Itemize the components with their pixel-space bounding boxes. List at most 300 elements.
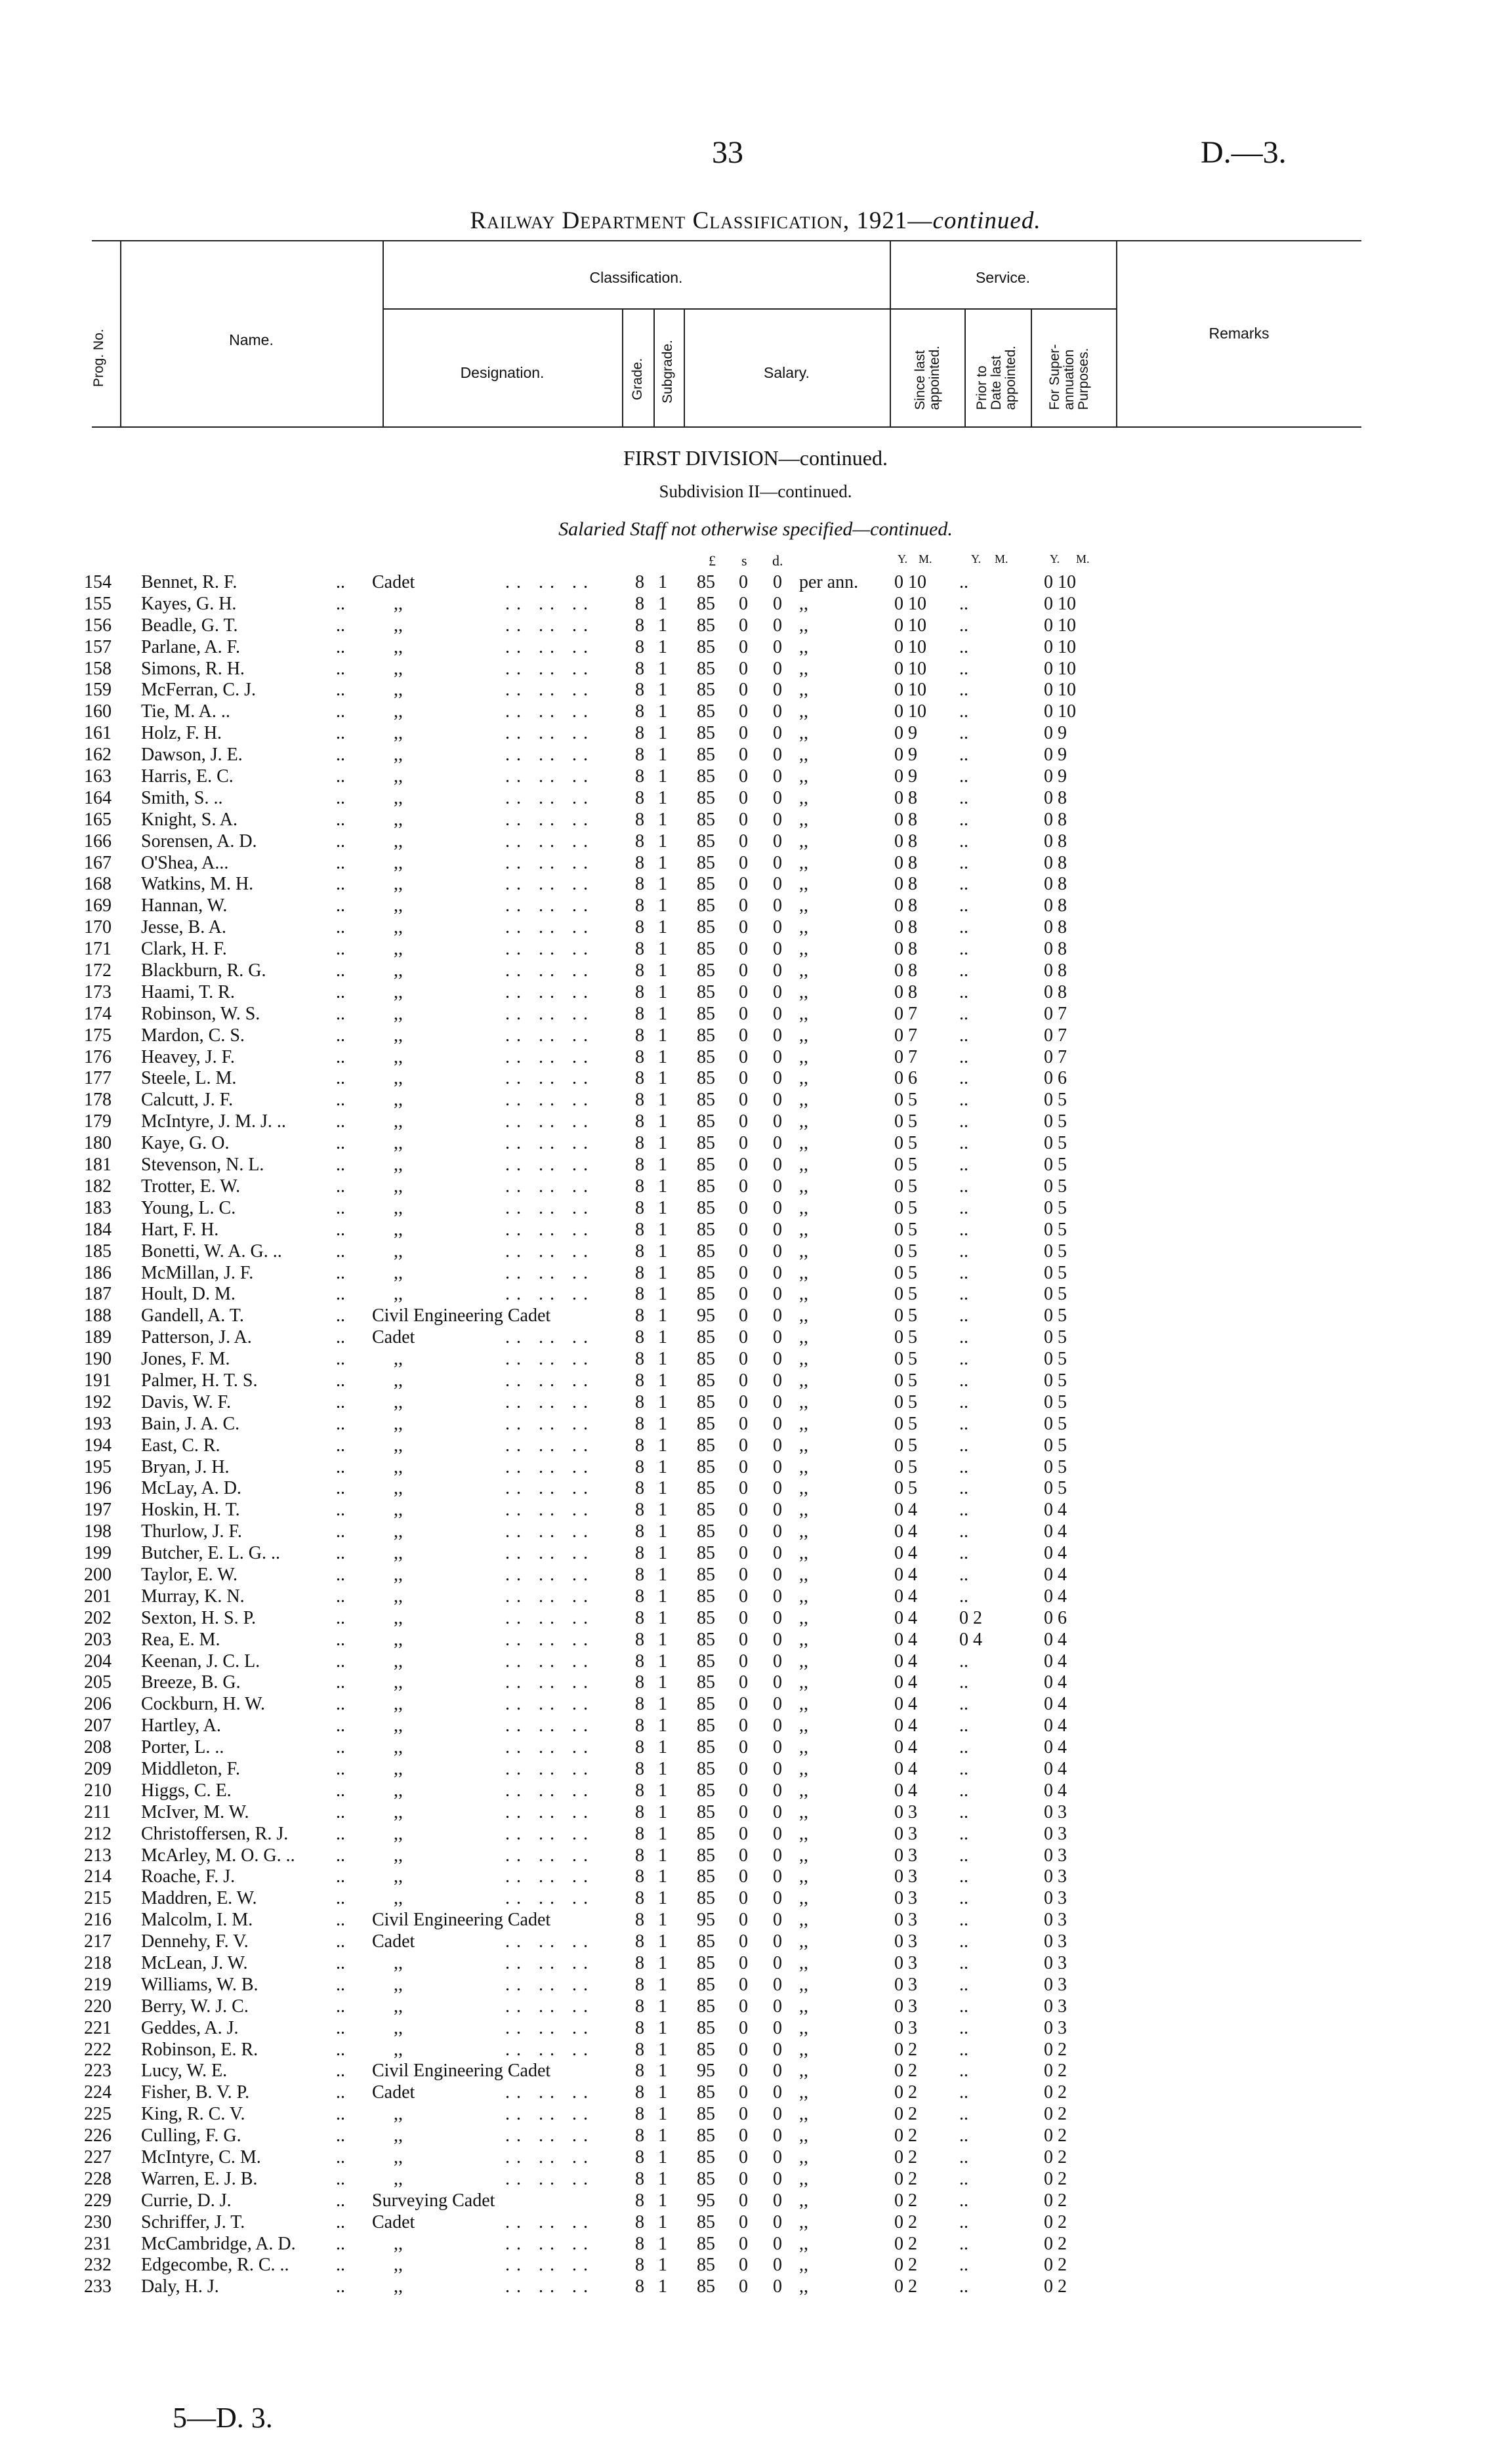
staff-name: McIver, M. W. (141, 1801, 249, 1822)
service-since-last: 0 5 (894, 1090, 917, 1111)
grade: 8 (635, 658, 644, 679)
salary-pounds: 85 (697, 1349, 715, 1370)
staff-name: East, C. R. (141, 1435, 220, 1456)
service-prior: .. (959, 1090, 968, 1111)
salary-pence: 0 (773, 1046, 782, 1067)
leader-dots: .. (336, 2276, 345, 2297)
table-row (0, 2169, 1511, 2190)
leader-dots: .. .. .. (505, 939, 594, 960)
service-superannuation: 0 5 (1044, 1197, 1067, 1218)
grade: 8 (635, 1046, 644, 1067)
leader-dots: .. (336, 1758, 345, 1779)
subgrade: 1 (658, 1866, 667, 1887)
salary-period: ,, (799, 2061, 808, 2082)
prog-no: 209 (84, 1758, 112, 1779)
service-superannuation: 0 7 (1044, 1046, 1067, 1067)
salary-period: ,, (799, 1111, 808, 1132)
salary-shillings: 0 (739, 1197, 748, 1218)
table-row (0, 1090, 1511, 1111)
service-since-last: 0 4 (894, 1694, 917, 1715)
subgrade: 1 (658, 1607, 667, 1628)
salary-shillings: 0 (739, 2147, 748, 2168)
subgrade: 1 (658, 1111, 667, 1132)
leader-dots: .. .. .. (505, 1284, 594, 1305)
service-superannuation: 0 5 (1044, 1349, 1067, 1370)
leader-dots: .. (336, 1391, 345, 1412)
service-superannuation: 0 5 (1044, 1478, 1067, 1499)
designation: ,, (394, 723, 403, 744)
salary-pounds: 85 (697, 1413, 715, 1434)
leader-dots: .. (336, 1111, 345, 1132)
service-superannuation: 0 10 (1044, 615, 1076, 636)
service-prior: .. (959, 2039, 968, 2060)
salary-pounds: 85 (697, 1456, 715, 1477)
table-row (0, 1586, 1511, 1608)
service-prior: .. (959, 787, 968, 808)
unit-months: M. (1076, 552, 1090, 565)
salary-pounds: 85 (697, 1068, 715, 1089)
designation: ,, (394, 2147, 403, 2168)
prog-no: 165 (84, 809, 112, 830)
prog-no: 200 (84, 1564, 112, 1585)
service-superannuation: 0 4 (1044, 1758, 1067, 1779)
salary-period: ,, (799, 1391, 808, 1412)
staff-name: Christoffersen, R. J. (141, 1823, 289, 1844)
service-since-last: 0 4 (894, 1629, 917, 1650)
grade: 8 (635, 831, 644, 852)
leader-dots: .. .. .. (505, 1456, 594, 1477)
grade: 8 (635, 2190, 644, 2211)
service-prior: .. (959, 1133, 968, 1154)
salary-pence: 0 (773, 636, 782, 657)
service-superannuation: 0 4 (1044, 1672, 1067, 1693)
service-since-last: 0 5 (894, 1133, 917, 1154)
salary-shillings: 0 (739, 2211, 748, 2232)
service-superannuation: 0 5 (1044, 1305, 1067, 1326)
salary-pounds: 85 (697, 1737, 715, 1758)
service-since-last: 0 5 (894, 1155, 917, 1176)
leader-dots: .. (336, 1241, 345, 1262)
leader-dots: .. (336, 1823, 345, 1844)
leader-dots: .. (336, 593, 345, 614)
salary-shillings: 0 (739, 1651, 748, 1672)
salary-pence: 0 (773, 1996, 782, 2017)
grade: 8 (635, 766, 644, 787)
prog-no: 214 (84, 1866, 112, 1887)
prog-no: 168 (84, 874, 112, 895)
salary-period: ,, (799, 2168, 808, 2189)
salary-shillings: 0 (739, 1413, 748, 1434)
designation: Cadet (372, 2211, 415, 2232)
staff-name: Smith, S. .. (141, 787, 223, 808)
salary-period: ,, (799, 1003, 808, 1024)
service-superannuation: 0 4 (1044, 1586, 1067, 1607)
table-row (0, 2082, 1511, 2104)
salary-period: ,, (799, 1478, 808, 1499)
leader-dots: .. (336, 1931, 345, 1952)
table-row (0, 1500, 1511, 1521)
service-prior: .. (959, 1931, 968, 1952)
table-row (0, 2276, 1511, 2298)
salary-pounds: 85 (697, 1046, 715, 1067)
salary-pence: 0 (773, 1197, 782, 1218)
salary-pence: 0 (773, 2276, 782, 2297)
staff-name: Heavey, J. F. (141, 1046, 235, 1067)
service-superannuation: 0 5 (1044, 1090, 1067, 1111)
salary-shillings: 0 (739, 1025, 748, 1046)
leader-dots: .. (336, 1629, 345, 1650)
service-since-last: 0 9 (894, 723, 917, 744)
table-row (0, 1521, 1511, 1543)
service-superannuation: 0 3 (1044, 1823, 1067, 1844)
designation: ,, (394, 2104, 403, 2125)
leader-dots: .. (336, 2061, 345, 2082)
staff-name: Williams, W. B. (141, 1974, 259, 1995)
leader-dots: .. (336, 831, 345, 852)
subgrade: 1 (658, 1046, 667, 1067)
header-prog-no: Prog. No. (91, 329, 106, 387)
staff-name: Trotter, E. W. (141, 1176, 241, 1197)
service-prior: .. (959, 1801, 968, 1822)
table-row (0, 659, 1511, 680)
salary-pounds: 85 (697, 1888, 715, 1909)
table-row (0, 637, 1511, 659)
salary-pounds: 85 (697, 831, 715, 852)
staff-name: McIntyre, J. M. J. .. (141, 1111, 286, 1132)
salary-shillings: 0 (739, 1758, 748, 1779)
salary-pence: 0 (773, 1910, 782, 1931)
grade: 8 (635, 1758, 644, 1779)
designation: ,, (394, 939, 403, 960)
service-superannuation: 0 2 (1044, 2255, 1067, 2276)
salary-pence: 0 (773, 1305, 782, 1326)
service-prior: .. (959, 1953, 968, 1973)
salary-pounds: 85 (697, 1629, 715, 1650)
salary-pounds: 85 (697, 1391, 715, 1412)
salary-pence: 0 (773, 1155, 782, 1176)
subgrade: 1 (658, 1974, 667, 1995)
salary-pounds: 85 (697, 2255, 715, 2276)
staff-name: Blackburn, R. G. (141, 960, 266, 981)
service-superannuation: 0 5 (1044, 1327, 1067, 1348)
designation: ,, (394, 1197, 403, 1218)
leader-dots: .. (336, 1284, 345, 1305)
staff-name: Higgs, C. E. (141, 1780, 232, 1801)
leader-dots: .. (336, 917, 345, 938)
leader-dots: .. (336, 1543, 345, 1564)
subgrade: 1 (658, 787, 667, 808)
subgrade: 1 (658, 1651, 667, 1672)
salary-pence: 0 (773, 723, 782, 744)
prog-no: 181 (84, 1155, 112, 1176)
leader-dots: .. (336, 1953, 345, 1973)
service-superannuation: 0 4 (1044, 1521, 1067, 1542)
salary-pounds: 85 (697, 1586, 715, 1607)
staff-name: Schriffer, J. T. (141, 2211, 245, 2232)
salary-shillings: 0 (739, 658, 748, 679)
subgrade: 1 (658, 1823, 667, 1844)
salary-period: ,, (799, 1413, 808, 1434)
salary-pounds: 85 (697, 2211, 715, 2232)
service-since-last: 0 2 (894, 2190, 917, 2211)
leader-dots: .. (336, 1737, 345, 1758)
service-since-last: 0 5 (894, 1111, 917, 1132)
service-since-last: 0 8 (894, 874, 917, 895)
prog-no: 176 (84, 1046, 112, 1067)
grade: 8 (635, 2276, 644, 2297)
designation: ,, (394, 1155, 403, 1176)
salary-pounds: 85 (697, 2104, 715, 2125)
table-row (0, 572, 1511, 594)
designation: ,, (394, 1090, 403, 1111)
salary-pounds: 85 (697, 1953, 715, 1973)
header-salary: Salary. (764, 364, 810, 381)
designation: ,, (394, 1262, 403, 1283)
salary-pence: 0 (773, 1241, 782, 1262)
leader-dots: .. (336, 1564, 345, 1585)
salary-pounds: 85 (697, 2125, 715, 2146)
service-superannuation: 0 5 (1044, 1262, 1067, 1283)
salary-period: ,, (799, 2147, 808, 2168)
service-since-last: 0 5 (894, 1219, 917, 1240)
grade: 8 (635, 2168, 644, 2189)
service-since-last: 0 5 (894, 1327, 917, 1348)
grade: 8 (635, 1262, 644, 1283)
salary-pence: 0 (773, 1737, 782, 1758)
leader-dots: .. .. .. (505, 1025, 594, 1046)
service-prior: 0 4 (959, 1629, 982, 1650)
salary-shillings: 0 (739, 1586, 748, 1607)
table-row (0, 1975, 1511, 1996)
leader-dots: .. (336, 1801, 345, 1822)
salary-shillings: 0 (739, 2061, 748, 2082)
salary-pounds: 85 (697, 1715, 715, 1736)
designation: ,, (394, 1241, 403, 1262)
designation: ,, (394, 2017, 403, 2038)
salary-shillings: 0 (739, 1046, 748, 1067)
salary-shillings: 0 (739, 1823, 748, 1844)
staff-name: Haami, T. R. (141, 981, 235, 1002)
staff-name: Dawson, J. E. (141, 745, 243, 766)
designation: ,, (394, 2255, 403, 2276)
grade: 8 (635, 1607, 644, 1628)
table-row (0, 2234, 1511, 2255)
salary-pounds: 85 (697, 1974, 715, 1995)
service-since-last: 0 2 (894, 2211, 917, 2232)
grade: 8 (635, 1003, 644, 1024)
prog-no: 205 (84, 1672, 112, 1693)
salary-period: ,, (799, 2082, 808, 2103)
service-since-last: 0 3 (894, 2017, 917, 2038)
service-superannuation: 0 2 (1044, 2276, 1067, 2297)
salary-pence: 0 (773, 2039, 782, 2060)
salary-shillings: 0 (739, 680, 748, 701)
salary-shillings: 0 (739, 1845, 748, 1866)
service-superannuation: 0 2 (1044, 2061, 1067, 2082)
staff-name: Hoskin, H. T. (141, 1500, 240, 1521)
grade: 8 (635, 1391, 644, 1412)
service-since-last: 0 3 (894, 1931, 917, 1952)
service-prior: .. (959, 1197, 968, 1218)
table-row (0, 1198, 1511, 1220)
subgrade: 1 (658, 1715, 667, 1736)
designation: ,, (394, 701, 403, 722)
leader-dots: .. (336, 2104, 345, 2125)
grade: 8 (635, 1349, 644, 1370)
salary-pence: 0 (773, 895, 782, 916)
grade: 8 (635, 1845, 644, 1866)
salary-period: ,, (799, 2104, 808, 2125)
salary-pounds: 85 (697, 766, 715, 787)
prog-no: 195 (84, 1456, 112, 1477)
service-since-last: 0 4 (894, 1672, 917, 1693)
grade: 8 (635, 1953, 644, 1973)
salary-period: ,, (799, 895, 808, 916)
leader-dots: .. (336, 1327, 345, 1348)
leader-dots: .. (336, 809, 345, 830)
salary-pounds: 85 (697, 939, 715, 960)
leader-dots: .. .. .. (505, 809, 594, 830)
prog-no: 186 (84, 1262, 112, 1283)
leader-dots: .. (336, 1133, 345, 1154)
salary-pounds: 85 (697, 1090, 715, 1111)
subgrade: 1 (658, 615, 667, 636)
prog-no: 215 (84, 1888, 112, 1909)
service-superannuation: 0 10 (1044, 680, 1076, 701)
service-since-last: 0 8 (894, 831, 917, 852)
salary-shillings: 0 (739, 787, 748, 808)
grade: 8 (635, 1111, 644, 1132)
salary-pounds: 85 (697, 1435, 715, 1456)
grade: 8 (635, 1974, 644, 1995)
salary-pounds: 85 (697, 1133, 715, 1154)
service-prior: .. (959, 1111, 968, 1132)
grade: 8 (635, 1801, 644, 1822)
unit-years: Y. (898, 552, 908, 565)
leader-dots: .. .. .. (505, 1241, 594, 1262)
leader-dots: .. .. .. (505, 1564, 594, 1585)
staff-name: Patterson, J. A. (141, 1327, 252, 1348)
leader-dots: .. (336, 2168, 345, 2189)
service-superannuation: 0 8 (1044, 831, 1067, 852)
service-superannuation: 0 8 (1044, 809, 1067, 830)
salary-shillings: 0 (739, 895, 748, 916)
salary-pence: 0 (773, 658, 782, 679)
service-since-last: 0 2 (894, 2082, 917, 2103)
designation: ,, (394, 917, 403, 938)
designation: ,, (394, 1046, 403, 1067)
prog-no: 185 (84, 1241, 112, 1262)
salary-pence: 0 (773, 1845, 782, 1866)
salary-shillings: 0 (739, 874, 748, 895)
prog-no: 196 (84, 1478, 112, 1499)
table-row (0, 723, 1511, 745)
service-prior: .. (959, 809, 968, 830)
leader-dots: .. .. .. (505, 1737, 594, 1758)
salary-shillings: 0 (739, 745, 748, 766)
designation: ,, (394, 1391, 403, 1412)
salary-pounds: 85 (697, 1500, 715, 1521)
service-prior: .. (959, 1694, 968, 1715)
salary-pounds: 85 (697, 2082, 715, 2103)
grade: 8 (635, 1823, 644, 1844)
service-prior: .. (959, 1866, 968, 1887)
leader-dots: .. .. .. (505, 1974, 594, 1995)
leader-dots: .. (336, 2147, 345, 2168)
leader-dots: .. .. .. (505, 1046, 594, 1067)
grade: 8 (635, 1500, 644, 1521)
service-prior: .. (959, 2104, 968, 2125)
grade: 8 (635, 1456, 644, 1477)
document-reference: D.—3. (1201, 135, 1287, 170)
grade: 8 (635, 2082, 644, 2103)
staff-name: Taylor, E. W. (141, 1564, 238, 1585)
grade: 8 (635, 2039, 644, 2060)
service-superannuation: 0 10 (1044, 636, 1076, 657)
table-row (0, 1543, 1511, 1565)
service-since-last: 0 5 (894, 1413, 917, 1434)
salary-pence: 0 (773, 1953, 782, 1973)
staff-name: Parlane, A. F. (141, 636, 240, 657)
grade: 8 (635, 2147, 644, 2168)
service-superannuation: 0 7 (1044, 1025, 1067, 1046)
service-superannuation: 0 6 (1044, 1607, 1067, 1628)
service-prior: .. (959, 2190, 968, 2211)
subgrade: 1 (658, 852, 667, 873)
service-since-last: 0 5 (894, 1284, 917, 1305)
subgrade: 1 (658, 2039, 667, 2060)
salary-period: ,, (799, 636, 808, 657)
subgrade: 1 (658, 1564, 667, 1585)
salary-pence: 0 (773, 1543, 782, 1564)
header-name: Name. (229, 331, 274, 348)
designation: Civil Engineering Cadet (372, 2061, 551, 2082)
prog-no: 155 (84, 593, 112, 614)
salary-shillings: 0 (739, 1155, 748, 1176)
service-prior: .. (959, 1780, 968, 1801)
service-since-last: 0 8 (894, 895, 917, 916)
salary-shillings: 0 (739, 1327, 748, 1348)
designation: ,, (394, 960, 403, 981)
leader-dots: .. (336, 1176, 345, 1197)
grade: 8 (635, 1133, 644, 1154)
salary-period: ,, (799, 1090, 808, 1111)
table-row (0, 701, 1511, 723)
leader-dots: .. .. .. (505, 658, 594, 679)
grade: 8 (635, 1176, 644, 1197)
service-since-last: 0 5 (894, 1197, 917, 1218)
subgrade: 1 (658, 1629, 667, 1650)
staff-name: Keenan, J. C. L. (141, 1651, 260, 1672)
service-since-last: 0 4 (894, 1586, 917, 1607)
leader-dots: .. .. .. (505, 1391, 594, 1412)
leader-dots: .. .. .. (505, 1090, 594, 1111)
prog-no: 167 (84, 852, 112, 873)
service-superannuation: 0 5 (1044, 1391, 1067, 1412)
service-superannuation: 0 3 (1044, 2017, 1067, 2038)
grade: 8 (635, 2255, 644, 2276)
grade: 8 (635, 1219, 644, 1240)
staff-name: Holz, F. H. (141, 723, 222, 744)
service-since-last: 0 3 (894, 1888, 917, 1909)
salary-pounds: 85 (697, 680, 715, 701)
subgrade: 1 (658, 593, 667, 614)
service-superannuation: 0 10 (1044, 658, 1076, 679)
prog-no: 170 (84, 917, 112, 938)
salary-shillings: 0 (739, 1500, 748, 1521)
service-superannuation: 0 10 (1044, 593, 1076, 614)
service-since-last: 0 4 (894, 1715, 917, 1736)
